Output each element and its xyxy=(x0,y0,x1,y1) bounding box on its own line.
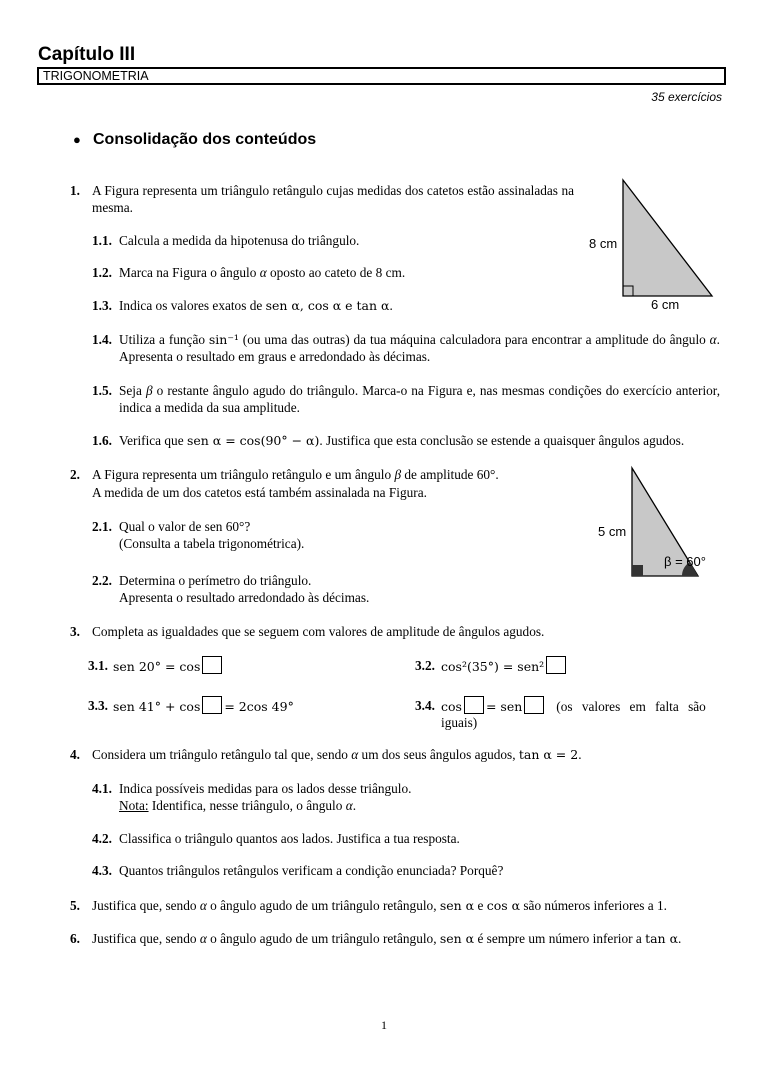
q4-2-number: 4.2. xyxy=(92,831,112,846)
q3-1-number: 3.1. xyxy=(88,658,108,673)
q6-text: Justifica que, sendo α o ângulo agudo de um triângulo retângulo, sen α é sempre um número inferior a tan α. xyxy=(92,931,682,946)
figure-triangle-1 xyxy=(585,172,720,312)
q3-4-expr: cos = sen (os valores em falta são xyxy=(441,696,711,715)
q4-1-note: Nota: Identifica, nesse triângulo, o ângulo α. xyxy=(119,798,357,813)
q1-4-number: 1.4. xyxy=(92,332,112,347)
q1-6-text: Verifica que sen α = cos(90° − α). Justifica que esta conclusão se estende a quaisquer ângulos agudos. xyxy=(119,433,685,448)
q4-text: Considera um triângulo retângulo tal que, sendo α um dos seus ângulos agudos, tan α = 2. xyxy=(92,747,582,762)
q3-3-expr: sen 41° + cos = 2cos 49° xyxy=(113,696,294,715)
q1-3-number: 1.3. xyxy=(92,298,112,313)
q2-2-line2: Apresenta o resultado arredondado às décimas. xyxy=(119,590,370,605)
q4-3-number: 4.3. xyxy=(92,863,112,878)
q3-1-expr: sen 20° = cos xyxy=(113,656,224,675)
q2-2-number: 2.2. xyxy=(92,573,112,588)
q5-text: Justifica que, sendo α o ângulo agudo de um triângulo retângulo, sen α e cos α são números inferiores a 1. xyxy=(92,898,668,913)
q1-2-text: Marca na Figura o ângulo α oposto ao cateto de 8 cm. xyxy=(119,265,406,280)
leg-horizontal-label: 6 cm xyxy=(651,297,680,312)
leg-vertical-label: 8 cm xyxy=(589,236,618,251)
topic-bar xyxy=(37,67,726,85)
q2-1-number: 2.1. xyxy=(92,519,112,534)
q1-4-text: Utiliza a função sin⁻¹ (ou uma das outras) da tua máquina calculadora para encontrar a amplitude do ângulo α. Apresenta o resultado em graus e arredondado às décimas. xyxy=(119,332,720,364)
q2-line2: A medida de um dos catetos está também assinalada na Figura. xyxy=(92,485,427,500)
answer-box-3-4b[interactable] xyxy=(524,696,544,714)
q1-3-text: Indica os valores exatos de sen α, cos α e tan α. xyxy=(119,298,393,313)
q3-number: 3. xyxy=(70,624,80,639)
q3-2-expr: cos²(35°) = sen² xyxy=(441,656,568,675)
q1-number: 1. xyxy=(70,183,80,198)
q3-4-cont: iguais) xyxy=(441,715,478,730)
section-title-text: Consolidação dos conteúdos xyxy=(93,131,317,148)
q3-text: Completa as igualdades que se seguem com valores de amplitude de ângulos agudos. xyxy=(92,624,545,639)
bullet-icon: ● xyxy=(73,132,81,147)
q4-3-text: Quantos triângulos retângulos verificam a condição enunciada? Porquê? xyxy=(119,863,504,878)
q1-2-number: 1.2. xyxy=(92,265,112,280)
right-angle-marker-2 xyxy=(632,565,643,576)
q2-2-line1: Determina o perímetro do triângulo. xyxy=(119,573,312,588)
q3-4-number: 3.4. xyxy=(415,698,435,713)
q2-line1: A Figura representa um triângulo retângulo e um ângulo β de amplitude 60°. xyxy=(92,467,499,482)
q5-number: 5. xyxy=(70,898,80,913)
q2-1-line2: (Consulta a tabela trigonométrica). xyxy=(119,536,305,551)
q4-number: 4. xyxy=(70,747,80,762)
exercise-count: 35 exercícios xyxy=(651,90,722,104)
q3-3-number: 3.3. xyxy=(88,698,108,713)
q6-number: 6. xyxy=(70,931,80,946)
q3-2-number: 3.2. xyxy=(415,658,435,673)
q1-1-number: 1.1. xyxy=(92,233,112,248)
q1-6-number: 1.6. xyxy=(92,433,112,448)
q4-2-text: Classifica o triângulo quantos aos lados. Justifica a tua resposta. xyxy=(119,831,460,846)
page-number: 1 xyxy=(381,1018,387,1032)
q2-number: 2. xyxy=(70,467,80,482)
q1-text: A Figura representa um triângulo retângulo cujas medidas dos catetos estão assinaladas na mesma. xyxy=(92,183,574,215)
answer-box-3-3[interactable] xyxy=(202,696,222,714)
triangle-1-shape xyxy=(623,180,712,296)
section-title xyxy=(73,131,316,149)
q1-5-text: Seja β o restante ângulo agudo do triângulo. Marca-o na Figura e, nas mesmas condições do exercício anterior, indica a medida da sua amplitude. xyxy=(119,383,721,415)
answer-box-3-4a[interactable] xyxy=(464,696,484,714)
q1-1-text: Calcula a medida da hipotenusa do triângulo. xyxy=(119,233,360,248)
chapter-title: Capítulo III xyxy=(38,44,136,65)
q4-1-line1: Indica possíveis medidas para os lados desse triângulo. xyxy=(119,781,412,796)
q1-5-number: 1.5. xyxy=(92,383,112,398)
leg-label-2: 5 cm xyxy=(598,524,627,539)
topic-label: TRIGONOMETRIA xyxy=(43,69,149,83)
answer-box-3-1[interactable] xyxy=(202,656,222,674)
q2-1-line1: Qual o valor de sen 60°? xyxy=(119,519,251,534)
q4-1-number: 4.1. xyxy=(92,781,112,796)
answer-box-3-2[interactable] xyxy=(546,656,566,674)
angle-label: β = 60° xyxy=(664,554,706,569)
figure-triangle-2 xyxy=(592,462,722,582)
